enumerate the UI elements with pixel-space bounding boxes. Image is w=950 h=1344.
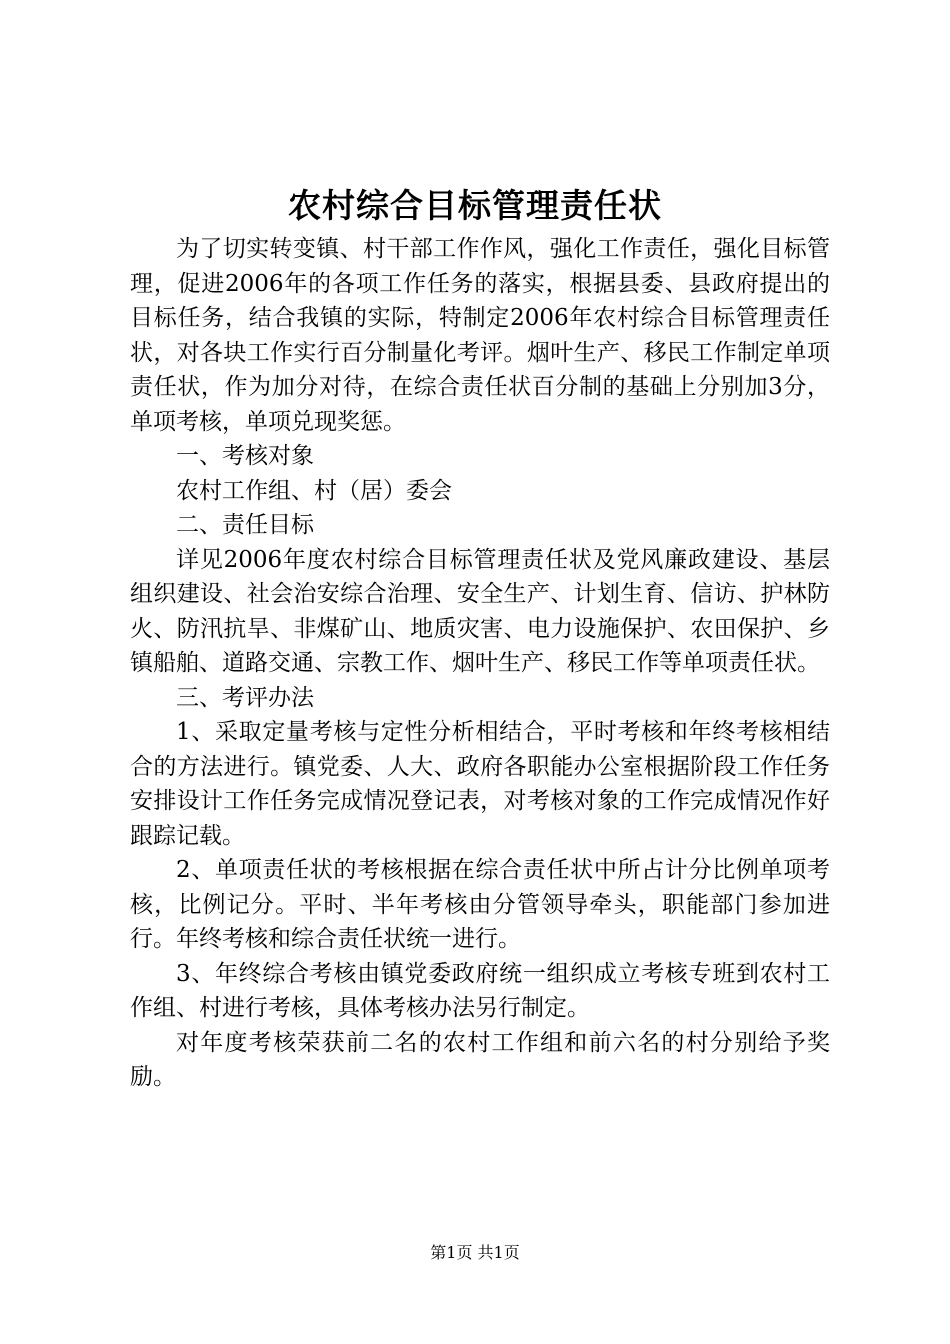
evaluation-method-item-2: 2、单项责任状的考核根据在综合责任状中所占计分比例单项考核，比例记分。平时、半年考核由分管领导牵头，职能部门参加进行。年终考核和综合责任状统一进行。 xyxy=(130,857,830,952)
evaluation-method-item-3: 3、年终综合考核由镇党委政府统一组织成立考核专班到农村工作组、村进行考核，具体考核办法另行制定。 xyxy=(130,960,830,1021)
section-heading-responsibility-goals: 二、责任目标 xyxy=(176,512,314,538)
evaluation-method-item-1: 1、采取定量考核与定性分析相结合，平时考核和年终考核相结合的方法进行。镇党委、人大、政府各职能办公室根据阶段工作任务安排设计工作任务完成情况登记表，对考核对象的工作完成情况作好跟踪记载。 xyxy=(130,719,830,849)
assessment-targets-text: 农村工作组、村（居）委会 xyxy=(176,477,452,504)
document-title: 农村综合目标管理责任状 xyxy=(288,186,662,225)
document-body xyxy=(130,232,830,1095)
reward-paragraph: 对年度考核荣获前二名的农村工作组和前六名的村分别给予奖励。 xyxy=(130,1029,830,1090)
section-heading-assessment-targets: 一、考核对象 xyxy=(176,443,314,469)
responsibility-goals-text: 详见2006年度农村综合目标管理责任状及党风廉政建设、基层组织建设、社会治安综合治理、安全生产、计划生育、信访、护林防火、防汛抗旱、非煤矿山、地质灾害、电力设施保护、农田保护、乡镇船舶、道路交通、宗教工作、烟叶生产、移民工作等单项责任状。 xyxy=(130,546,830,676)
page-footer: 第1页 共1页 xyxy=(430,1243,520,1262)
section-heading-evaluation-methods: 三、考评办法 xyxy=(176,684,314,711)
intro-paragraph: 为了切实转变镇、村干部工作作风，强化工作责任，强化目标管理，促进2006年的各项工作任务的落实，根据县委、县政府提出的目标任务，结合我镇的实际，特制定2006年农村综合目标管理责任状，对各块工作实行百分制量化考评。烟叶生产、移民工作制定单项责任状，作为加分对待，在综合责任状百分制的基础上分别加3分，单项考核，单项兑现奖惩。 xyxy=(130,236,830,435)
